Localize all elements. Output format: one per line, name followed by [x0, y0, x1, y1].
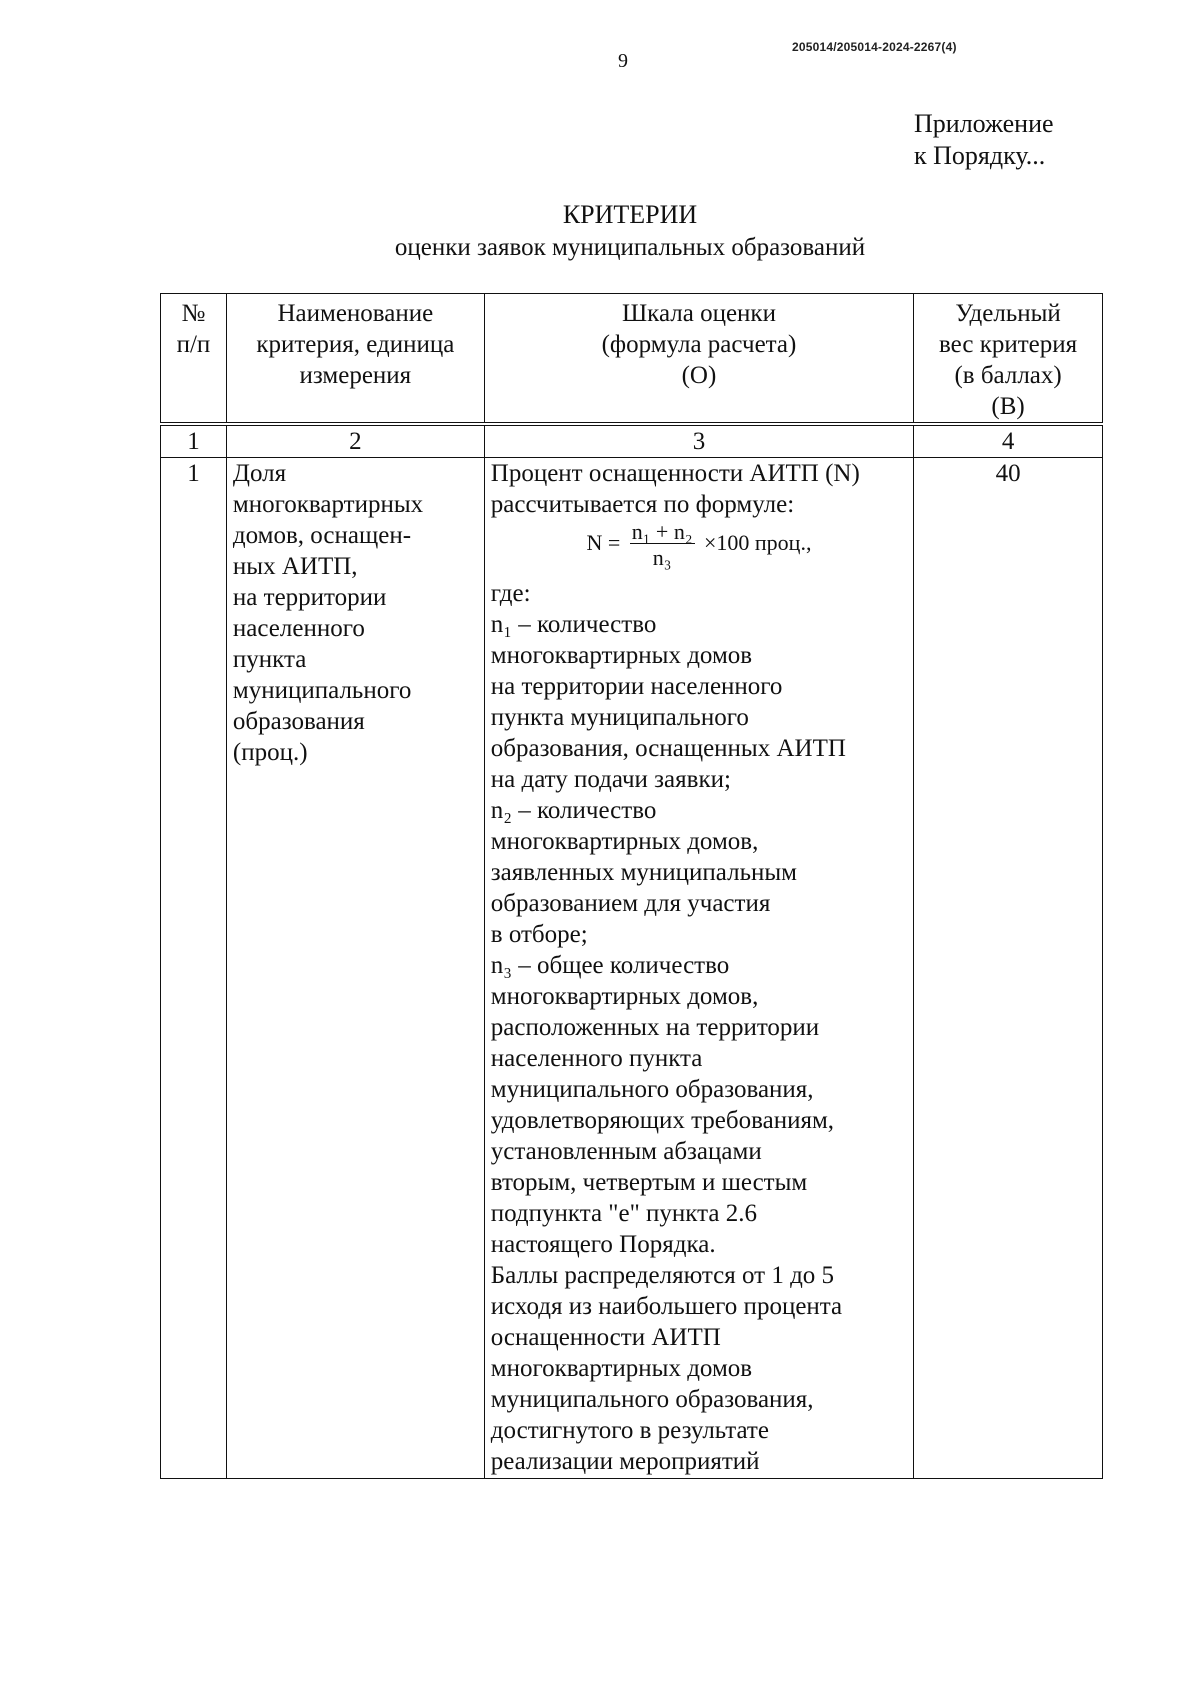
scale-description: где: n₁ – количество многоквартирных домов на территории населенного пункта муниципального образования, оснащенных АИТП на дату подачи заявки; n₂ – количество многоквартирных домов, заявленных муниципальным образованием для участия в отборе; n₃ – общее количество многоквартирных домов, расположенных на территории населенного пункта муниципального образования, удовлетворяющих требованиям, установленным абзацами вторым, четвертым и шестым подпункта "е" пункта 2.6 настоящего Порядка. Баллы распределяются от 1 до 5 исходя из наибольшего процента оснащенности АИТП многоквартирных домов муниципального образования, достигнутого в результате реализации мероприятий: [490, 580, 846, 1475]
appendix-note: [914, 108, 1054, 172]
criterion-weight: 40: [914, 458, 1103, 1479]
document-subtitle: оценки заявок муниципальных образований: [394, 234, 866, 261]
column-number-4: 4: [914, 424, 1103, 458]
formula-lhs: N =: [586, 530, 621, 556]
formula-numerator: n₁ + n₂: [631, 519, 693, 544]
header-cell-weight: Удельный вес критерия (в баллах) (В): [914, 294, 1103, 425]
criteria-table: [160, 293, 1103, 1479]
scale-cell: [484, 458, 913, 1479]
formula-fraction: [630, 519, 695, 570]
document-title: КРИТЕРИИ: [562, 200, 698, 229]
formula-rhs: ×100 проц.,: [704, 530, 812, 556]
column-number-3: 3: [484, 424, 913, 458]
column-number-row: [161, 424, 1103, 458]
table-row: [161, 458, 1103, 1479]
row-number: 1: [161, 458, 227, 1479]
header-cell-scale: Шкала оценки (формула расчета) (О): [484, 294, 913, 425]
header-cell-number: № п/п: [161, 294, 227, 425]
document-number: 205014/205014-2024-2267(4): [792, 40, 957, 54]
column-number-1: 1: [161, 424, 227, 458]
formula: [491, 519, 907, 570]
appendix-line-2: к Порядку...: [914, 141, 1046, 170]
scale-intro: Процент оснащенности АИТП (N) рассчитывается по формуле:: [490, 460, 860, 518]
table-header-row: [161, 294, 1103, 425]
column-number-2: 2: [226, 424, 484, 458]
page-number: 9: [618, 50, 628, 72]
header-cell-criterion: Наименование критерия, единица измерения: [226, 294, 484, 425]
appendix-line-1: Приложение: [914, 109, 1054, 138]
criterion-name: Доля многоквартирных домов, оснащен- ных АИТП, на территории населенного пункта муниципального образования (проц.): [226, 458, 484, 1479]
formula-denominator: n₃: [652, 545, 672, 570]
